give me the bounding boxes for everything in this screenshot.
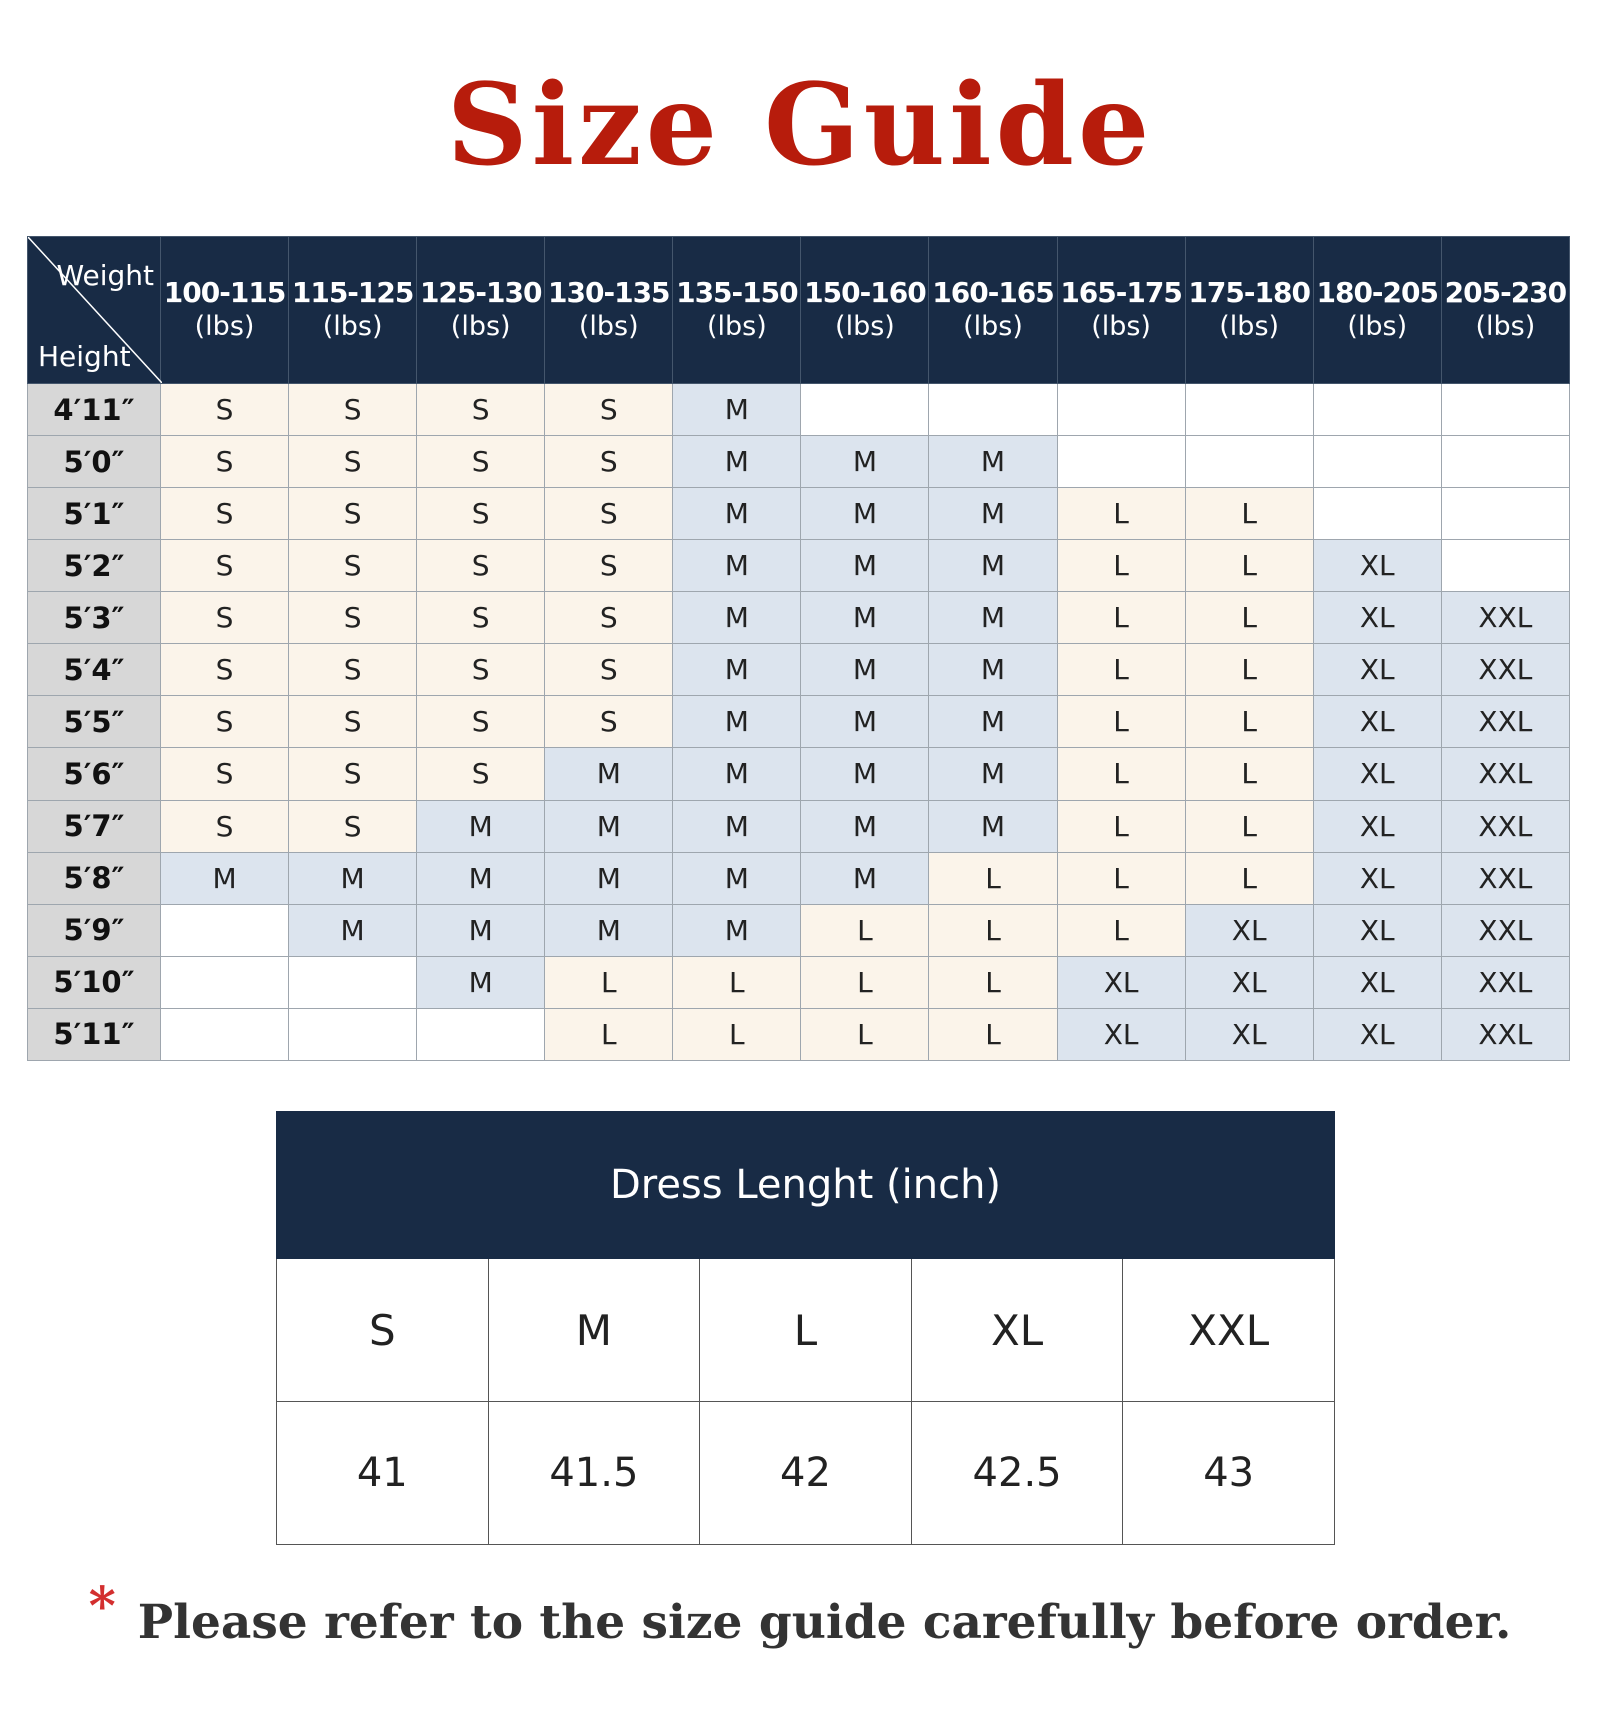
size-cell: L xyxy=(1057,644,1185,696)
size-cell xyxy=(801,384,929,436)
size-cell xyxy=(929,384,1057,436)
size-cell: M xyxy=(673,592,801,644)
size-cell: XL xyxy=(1313,1008,1441,1060)
weight-range: 165-175 xyxy=(1060,276,1182,309)
size-cell: M xyxy=(417,956,545,1008)
weight-header-1 xyxy=(289,237,417,384)
size-chart-table xyxy=(27,236,1570,1061)
size-cell: S xyxy=(417,592,545,644)
size-cell: S xyxy=(289,436,417,488)
height-label: 5′10″ xyxy=(28,956,161,1008)
size-cell xyxy=(1313,384,1441,436)
weight-header-6 xyxy=(929,237,1057,384)
size-cell: M xyxy=(673,436,801,488)
size-cell: S xyxy=(289,800,417,852)
dress-size-row xyxy=(277,1259,1335,1402)
dress-length-table xyxy=(276,1111,1335,1545)
height-label: 4′11″ xyxy=(28,384,161,436)
size-cell: S xyxy=(417,696,545,748)
size-cell: L xyxy=(1057,488,1185,540)
weight-header-4 xyxy=(673,237,801,384)
size-cell: M xyxy=(545,904,673,956)
size-cell: M xyxy=(673,644,801,696)
size-cell: L xyxy=(1185,852,1313,904)
table-row xyxy=(28,384,1570,436)
order-note-text: Please refer to the size guide carefully before order. xyxy=(137,1595,1512,1650)
dress-length-cell: 41.5 xyxy=(488,1402,700,1545)
weight-unit: (lbs) xyxy=(835,311,895,342)
size-cell xyxy=(417,1008,545,1060)
size-cell: L xyxy=(545,956,673,1008)
weight-axis-label: Weight xyxy=(56,259,154,292)
table-row xyxy=(28,748,1570,800)
table-row xyxy=(28,488,1570,540)
weight-unit: (lbs) xyxy=(963,311,1023,342)
size-cell: L xyxy=(1057,904,1185,956)
size-cell xyxy=(1441,384,1569,436)
size-cell: S xyxy=(417,644,545,696)
size-cell xyxy=(1441,488,1569,540)
size-cell: S xyxy=(417,384,545,436)
size-cell xyxy=(161,904,289,956)
size-cell: S xyxy=(289,696,417,748)
order-note xyxy=(0,1576,1600,1650)
size-cell: L xyxy=(929,956,1057,1008)
weight-unit: (lbs) xyxy=(1091,311,1151,342)
size-cell: L xyxy=(1185,696,1313,748)
table-row xyxy=(28,696,1570,748)
size-cell xyxy=(1313,488,1441,540)
size-cell: XXL xyxy=(1441,956,1569,1008)
size-cell: M xyxy=(929,436,1057,488)
size-cell: L xyxy=(801,956,929,1008)
size-cell: XXL xyxy=(1441,800,1569,852)
size-cell: XL xyxy=(1185,904,1313,956)
size-chart-body xyxy=(28,384,1570,1061)
size-cell: S xyxy=(545,488,673,540)
height-label: 5′9″ xyxy=(28,904,161,956)
size-cell: S xyxy=(289,748,417,800)
size-cell: L xyxy=(1057,852,1185,904)
weight-range: 160-165 xyxy=(932,276,1054,309)
size-cell: M xyxy=(545,748,673,800)
size-cell xyxy=(1057,384,1185,436)
size-cell: S xyxy=(161,592,289,644)
size-cell: L xyxy=(929,1008,1057,1060)
table-row xyxy=(28,956,1570,1008)
height-label: 5′0″ xyxy=(28,436,161,488)
size-cell: M xyxy=(289,904,417,956)
size-cell: M xyxy=(673,800,801,852)
dress-length-cell: 41 xyxy=(277,1402,489,1545)
size-cell: L xyxy=(1057,748,1185,800)
size-cell xyxy=(289,1008,417,1060)
weight-header-8 xyxy=(1185,237,1313,384)
size-cell: S xyxy=(161,436,289,488)
weight-unit: (lbs) xyxy=(1347,311,1408,342)
table-row xyxy=(28,644,1570,696)
size-cell: L xyxy=(1185,644,1313,696)
size-cell: S xyxy=(545,644,673,696)
height-label: 5′3″ xyxy=(28,592,161,644)
size-cell: M xyxy=(801,696,929,748)
weight-unit: (lbs) xyxy=(706,311,767,342)
dress-size-cell: M xyxy=(488,1259,700,1402)
dress-size-cell: S xyxy=(277,1259,489,1402)
size-cell: M xyxy=(673,696,801,748)
size-cell xyxy=(1313,436,1441,488)
weight-header-3 xyxy=(545,237,673,384)
size-cell xyxy=(161,956,289,1008)
table-row xyxy=(28,592,1570,644)
size-cell: M xyxy=(417,904,545,956)
size-cell: M xyxy=(289,852,417,904)
weight-range: 115-125 xyxy=(291,276,414,309)
height-label: 5′2″ xyxy=(28,540,161,592)
size-cell: XXL xyxy=(1441,1008,1569,1060)
dress-length-cell: 42.5 xyxy=(911,1402,1123,1545)
size-cell: L xyxy=(1185,488,1313,540)
size-cell: L xyxy=(1057,592,1185,644)
weight-unit: (lbs) xyxy=(322,311,383,342)
size-cell: S xyxy=(417,748,545,800)
size-cell: L xyxy=(545,1008,673,1060)
corner-cell xyxy=(28,237,161,384)
size-cell: M xyxy=(673,904,801,956)
size-cell: XXL xyxy=(1441,852,1569,904)
weight-range: 135-150 xyxy=(676,276,798,309)
weight-range: 130-135 xyxy=(548,276,670,309)
size-cell: S xyxy=(161,696,289,748)
size-cell xyxy=(1185,384,1313,436)
size-cell: M xyxy=(673,748,801,800)
size-cell: L xyxy=(929,852,1057,904)
size-cell: L xyxy=(801,1008,929,1060)
size-cell: S xyxy=(417,488,545,540)
size-cell: L xyxy=(1057,696,1185,748)
size-cell: M xyxy=(801,800,929,852)
size-cell: L xyxy=(673,956,801,1008)
dress-size-cell: XL xyxy=(911,1259,1123,1402)
size-cell: M xyxy=(673,384,801,436)
size-cell: S xyxy=(289,540,417,592)
size-cell: S xyxy=(545,592,673,644)
size-cell: M xyxy=(929,800,1057,852)
size-cell: M xyxy=(929,488,1057,540)
size-cell: S xyxy=(161,540,289,592)
dress-size-cell: XXL xyxy=(1123,1259,1335,1402)
size-cell: L xyxy=(1185,748,1313,800)
size-cell: M xyxy=(929,644,1057,696)
height-label: 5′5″ xyxy=(28,696,161,748)
size-cell: M xyxy=(673,488,801,540)
size-cell: XL xyxy=(1313,956,1441,1008)
weight-header-5 xyxy=(801,237,929,384)
dress-length-cell: 43 xyxy=(1123,1402,1335,1545)
size-cell: M xyxy=(161,852,289,904)
size-cell xyxy=(1441,436,1569,488)
size-cell: XL xyxy=(1313,748,1441,800)
size-cell: S xyxy=(161,384,289,436)
size-cell: XL xyxy=(1313,904,1441,956)
size-cell: S xyxy=(545,384,673,436)
table-row xyxy=(28,1008,1570,1060)
size-cell: M xyxy=(801,540,929,592)
size-cell: S xyxy=(417,436,545,488)
weight-header-0 xyxy=(161,237,289,384)
size-cell: XL xyxy=(1313,696,1441,748)
size-cell xyxy=(161,1008,289,1060)
size-cell: L xyxy=(1185,592,1313,644)
size-cell: S xyxy=(289,488,417,540)
weight-header-10 xyxy=(1441,237,1569,384)
height-label: 5′11″ xyxy=(28,1008,161,1060)
size-cell: L xyxy=(673,1008,801,1060)
dress-size-cell: L xyxy=(700,1259,912,1402)
weight-header-2 xyxy=(417,237,545,384)
size-cell: XXL xyxy=(1441,592,1569,644)
asterisk-icon: * xyxy=(88,1576,116,1637)
size-cell: L xyxy=(1057,540,1185,592)
height-axis-label: Height xyxy=(38,340,131,373)
size-cell: M xyxy=(929,540,1057,592)
size-cell: M xyxy=(673,540,801,592)
table-row xyxy=(28,800,1570,852)
size-cell: S xyxy=(161,748,289,800)
size-cell: S xyxy=(545,436,673,488)
size-cell xyxy=(289,956,417,1008)
height-label: 5′7″ xyxy=(28,800,161,852)
dress-length-row xyxy=(277,1402,1335,1545)
size-cell: M xyxy=(545,852,673,904)
weight-range: 205-230 xyxy=(1444,276,1567,309)
size-cell: XL xyxy=(1185,1008,1313,1060)
weight-header-9 xyxy=(1313,237,1441,384)
height-label: 5′4″ xyxy=(28,644,161,696)
size-cell: M xyxy=(929,592,1057,644)
size-cell: XL xyxy=(1313,852,1441,904)
size-cell: S xyxy=(545,696,673,748)
size-cell: S xyxy=(289,384,417,436)
size-cell: L xyxy=(801,904,929,956)
size-cell: M xyxy=(801,644,929,696)
size-cell: XL xyxy=(1185,956,1313,1008)
weight-range: 125-130 xyxy=(419,276,542,309)
weight-range: 100-115 xyxy=(163,276,286,309)
size-cell: XL xyxy=(1313,800,1441,852)
page-title: Size Guide xyxy=(446,60,1154,191)
size-cell: M xyxy=(673,852,801,904)
size-cell: XL xyxy=(1313,644,1441,696)
weight-range: 150-160 xyxy=(804,276,926,309)
weight-unit: (lbs) xyxy=(1475,311,1536,342)
size-cell: L xyxy=(1057,800,1185,852)
size-cell: S xyxy=(161,644,289,696)
size-cell: XL xyxy=(1057,1008,1185,1060)
size-cell: M xyxy=(801,488,929,540)
size-cell xyxy=(1057,436,1185,488)
size-cell: M xyxy=(545,800,673,852)
height-label: 5′1″ xyxy=(28,488,161,540)
size-cell: S xyxy=(545,540,673,592)
size-cell: M xyxy=(801,436,929,488)
size-cell xyxy=(1441,540,1569,592)
height-label: 5′6″ xyxy=(28,748,161,800)
size-cell: M xyxy=(929,748,1057,800)
size-cell: M xyxy=(801,592,929,644)
weight-unit: (lbs) xyxy=(194,311,255,342)
size-chart-header-row xyxy=(28,237,1570,384)
size-cell: M xyxy=(801,852,929,904)
size-cell: XXL xyxy=(1441,696,1569,748)
size-cell: XL xyxy=(1313,592,1441,644)
size-cell: S xyxy=(161,488,289,540)
size-cell: M xyxy=(929,696,1057,748)
table-row xyxy=(28,436,1570,488)
table-row xyxy=(28,904,1570,956)
height-label: 5′8″ xyxy=(28,852,161,904)
size-cell: M xyxy=(801,748,929,800)
weight-unit: (lbs) xyxy=(578,311,639,342)
size-cell: S xyxy=(289,592,417,644)
size-cell: XL xyxy=(1057,956,1185,1008)
size-cell: M xyxy=(417,852,545,904)
table-row xyxy=(28,540,1570,592)
size-cell: L xyxy=(1185,800,1313,852)
size-cell xyxy=(1185,436,1313,488)
size-cell: L xyxy=(929,904,1057,956)
weight-unit: (lbs) xyxy=(450,311,511,342)
size-cell: S xyxy=(289,644,417,696)
size-cell: XXL xyxy=(1441,904,1569,956)
dress-length-cell: 42 xyxy=(700,1402,912,1545)
size-cell: L xyxy=(1185,540,1313,592)
size-cell: XL xyxy=(1313,540,1441,592)
size-cell: S xyxy=(417,540,545,592)
dress-length-header: Dress Lenght (inch) xyxy=(277,1112,1335,1259)
size-cell: XXL xyxy=(1441,644,1569,696)
weight-range: 175-180 xyxy=(1188,276,1310,309)
table-row xyxy=(28,852,1570,904)
weight-header-7 xyxy=(1057,237,1185,384)
weight-range: 180-205 xyxy=(1316,276,1438,309)
size-cell: XXL xyxy=(1441,748,1569,800)
size-cell: M xyxy=(417,800,545,852)
weight-unit: (lbs) xyxy=(1219,311,1280,342)
size-cell: S xyxy=(161,800,289,852)
